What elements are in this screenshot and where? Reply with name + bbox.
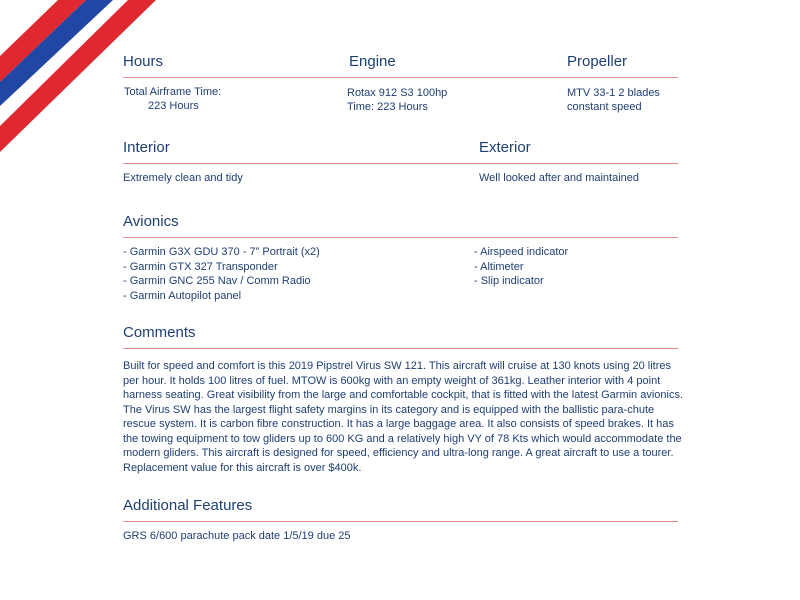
avionics-list-left [123, 245, 320, 303]
section-rule [123, 163, 678, 164]
list-item: - Garmin Autopilot panel [123, 289, 242, 302]
propeller-model: MTV 33-1 2 blades [567, 87, 660, 99]
section-rule [123, 348, 678, 349]
additional-features-text: GRS 6/600 parachute pack date 1/5/19 due 25 [123, 530, 351, 542]
exterior-text: Well looked after and maintained [479, 172, 640, 184]
airframe-time-label: Total Airframe Time: [124, 86, 222, 98]
list-item: - Slip indicator [474, 275, 544, 287]
list-item: - Airspeed indicator [474, 246, 569, 258]
section-rule [123, 521, 678, 522]
engine-model: Rotax 912 S3 100hp [347, 87, 448, 99]
section-rule [123, 237, 678, 238]
engine-time: Time: 223 Hours [347, 101, 428, 113]
list-item: - Garmin GNC 255 Nav / Comm Radio [123, 275, 311, 287]
list-item: - Altimeter [474, 260, 524, 273]
additional-features-heading: Additional Features [123, 497, 253, 514]
interior-heading: Interior [123, 139, 170, 156]
avionics-list-right [474, 245, 568, 289]
interior-text: Extremely clean and tidy [123, 172, 243, 184]
engine-heading: Engine [349, 53, 396, 70]
propeller-type: constant speed [567, 101, 642, 113]
airframe-time-value: 223 Hours [148, 100, 199, 112]
section-rule [123, 77, 678, 78]
avionics-heading: Avionics [123, 213, 179, 230]
list-item: - Garmin G3X GDU 370 - 7” Portrait (x2) [123, 246, 320, 258]
propeller-heading: Propeller [567, 53, 628, 70]
comments-heading: Comments [123, 324, 196, 341]
comments-text: Built for speed and comfort is this 2019 Pipstrel Virus SW 121. This aircraft will cruise at 130 knots using 20 litres per hour. It holds 100 litres of fuel. MTOW is 600kg with an empty weight of 361kg. Leather interior with 4 point harness seating. Great visibility from the large and comfortable cockpit, that is fitted with the latest Garmin avionics. The Virus SW has the largest flight safety margins in its category and is equipped with the ballistic para-chute rescue system. It is carbon fibre construction. It has a large baggage area. It also consists of speed brakes. It has the towing equipment to tow gliders up to 600 KG and a relatively high VY of 78 Kts which would accommodate the modern gliders. This aircraft is designed for speed, efficiency and ultra-long range. A great aircraft to use a tourer. Replacement value for this aircraft is over $400k. [123, 360, 684, 474]
exterior-heading: Exterior [479, 139, 531, 156]
list-item: - Garmin GTX 327 Transponder [123, 260, 278, 273]
hours-heading: Hours [123, 53, 164, 70]
